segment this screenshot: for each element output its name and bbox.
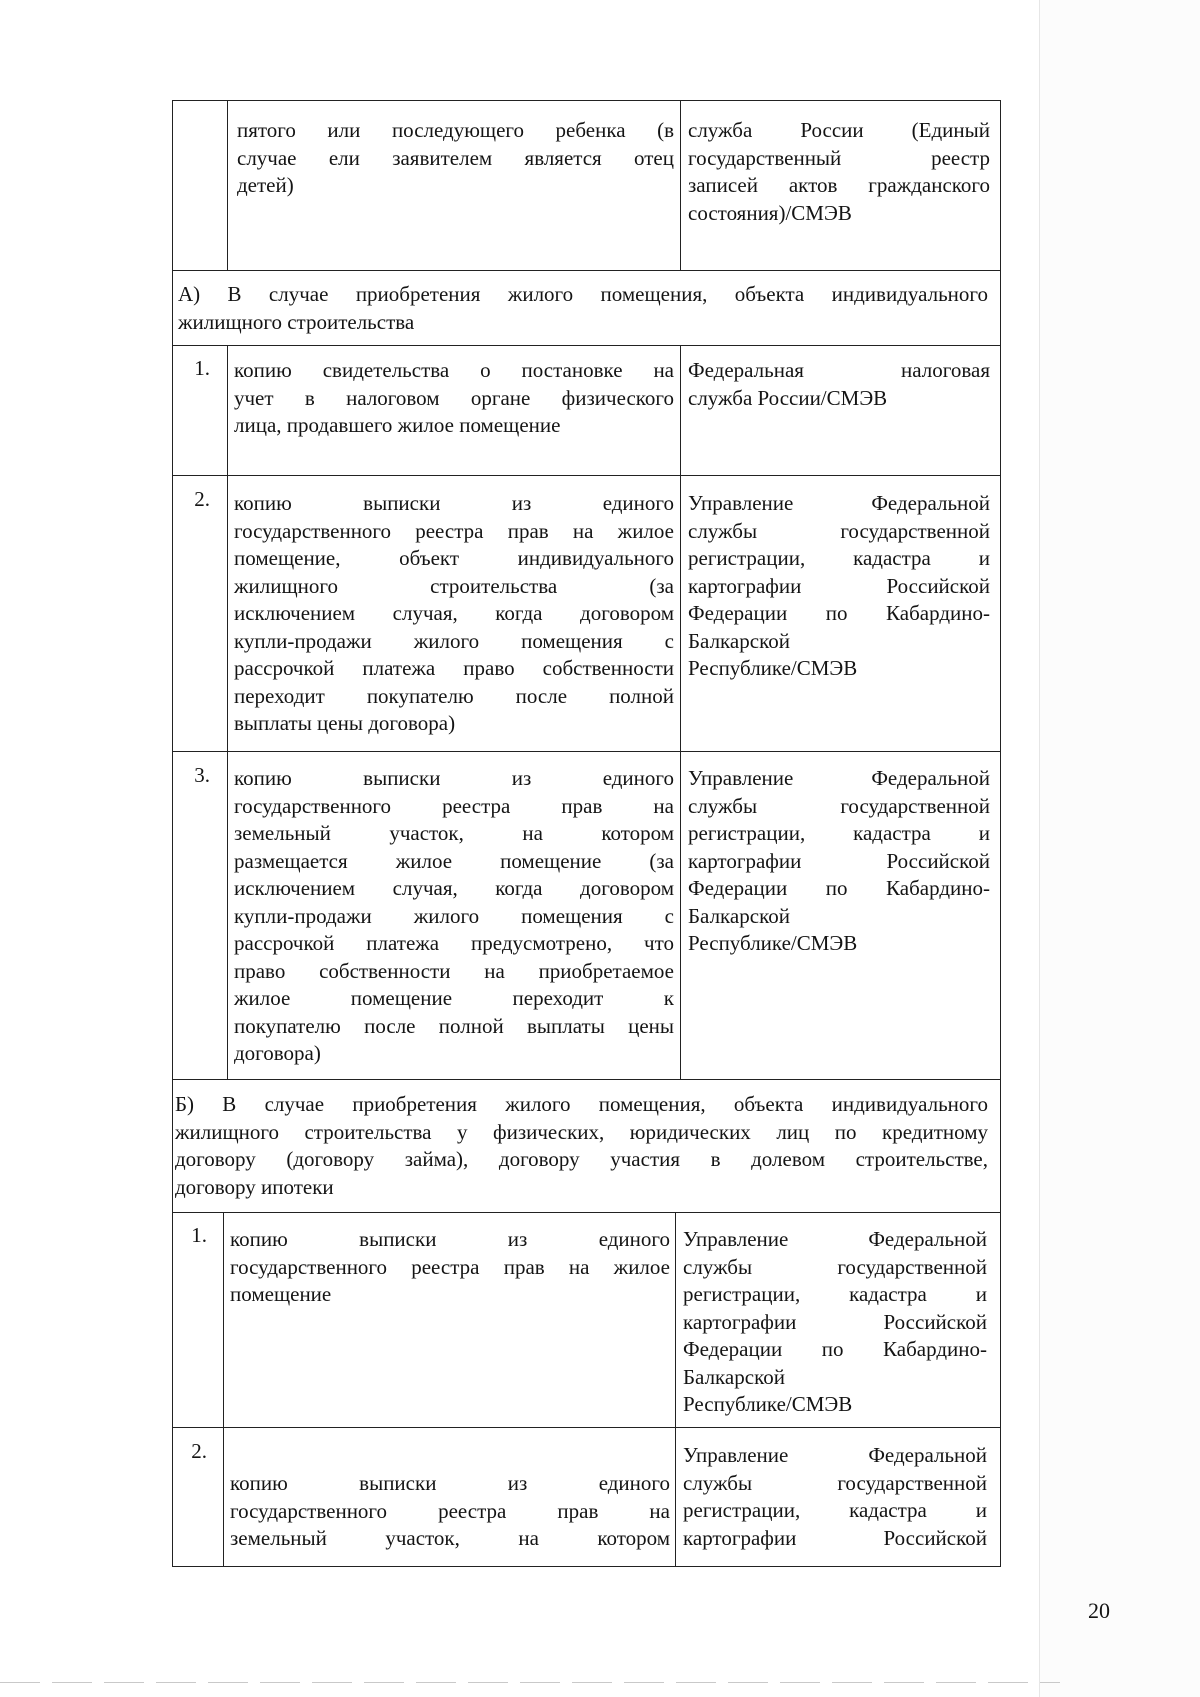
section-a-row2-description: копию выписки из единого государственного реестра прав на жилое помещение, объект индивидуального жилищного строительства (за исключением случая, когда договором купли-продажи жилого помещения с рассрочкой платежа право собственности переходит покупателю после полной выплаты цены договора) bbox=[234, 491, 674, 735]
section-b-heading: Б) В случае приобретения жилого помещения, объекта индивидуального жилищного строительства у физических, юридических лиц по кредитному договору (договору займа), договору участия в долевом строительстве, договору ипотеки bbox=[175, 1092, 988, 1199]
section-b-row1-description: копию выписки из единого государственного реестра прав на жилое помещение bbox=[230, 1227, 670, 1306]
page-number: 20 bbox=[1088, 1598, 1110, 1623]
section-b-row2-description: копию выписки из единого государственного реестра прав на земельный участок, на котором bbox=[230, 1471, 670, 1550]
column-separator bbox=[227, 345, 228, 1079]
row0-description: пятого или последующего ребенка (в случае ели заявителем является отец детей) bbox=[237, 118, 674, 197]
section-b-row1-source: Управление Федеральной службы государственной регистрации, кадастра и картографии Российской Федерации по Кабардино- Балкарской Республике/СМЭВ bbox=[683, 1227, 987, 1416]
row-number: 2. bbox=[194, 487, 210, 511]
row-separator bbox=[172, 751, 1001, 752]
row-separator bbox=[172, 475, 1001, 476]
row0-source: служба России (Единый государственный реестр записей актов гражданского состояния)/СМЭВ bbox=[688, 118, 990, 225]
row-separator bbox=[172, 345, 1001, 346]
section-b-row2-source: Управление Федеральной службы государственной регистрации, кадастра и картографии Российской bbox=[683, 1443, 987, 1550]
row-separator bbox=[172, 270, 1001, 271]
row-separator bbox=[172, 1079, 1001, 1080]
row-number: 1. bbox=[191, 1223, 207, 1247]
column-separator bbox=[223, 1212, 224, 1567]
column-separator bbox=[675, 1212, 676, 1567]
row-separator bbox=[172, 1212, 1001, 1213]
row-number: 1. bbox=[194, 356, 210, 380]
row-number: 2. bbox=[191, 1439, 207, 1463]
scan-artifact-line bbox=[0, 1682, 1060, 1683]
section-a-row1-source: Федеральная налоговая служба России/СМЭВ bbox=[688, 358, 990, 410]
row-number: 3. bbox=[194, 763, 210, 787]
page-edge bbox=[1039, 0, 1200, 1697]
section-a-row1-description: копию свидетельства о постановке на учет в налоговом органе физического лица, продавшего жилое помещение bbox=[234, 358, 674, 437]
section-a-row2-source: Управление Федеральной службы государственной регистрации, кадастра и картографии Российской Федерации по Кабардино- Балкарской Республике/СМЭВ bbox=[688, 491, 990, 680]
section-a-row3-description: копию выписки из единого государственного реестра прав на земельный участок, на котором размещается жилое помещение (за исключением случая, когда договором купли-продажи жилого помещения с рассрочкой платежа предусмотрено, что право собственности на приобретаемое жилое помещение переходит к покупателю после полной выплаты цены договора) bbox=[234, 766, 674, 1065]
column-separator bbox=[680, 100, 681, 270]
column-separator bbox=[227, 100, 228, 270]
section-a-row3-source: Управление Федеральной службы государственной регистрации, кадастра и картографии Российской Федерации по Кабардино- Балкарской Республике/СМЭВ bbox=[688, 766, 990, 955]
column-separator bbox=[680, 345, 681, 1079]
section-a-heading: А) В случае приобретения жилого помещения, объекта индивидуального жилищного строительства bbox=[178, 282, 988, 334]
row-separator bbox=[172, 1427, 1001, 1428]
